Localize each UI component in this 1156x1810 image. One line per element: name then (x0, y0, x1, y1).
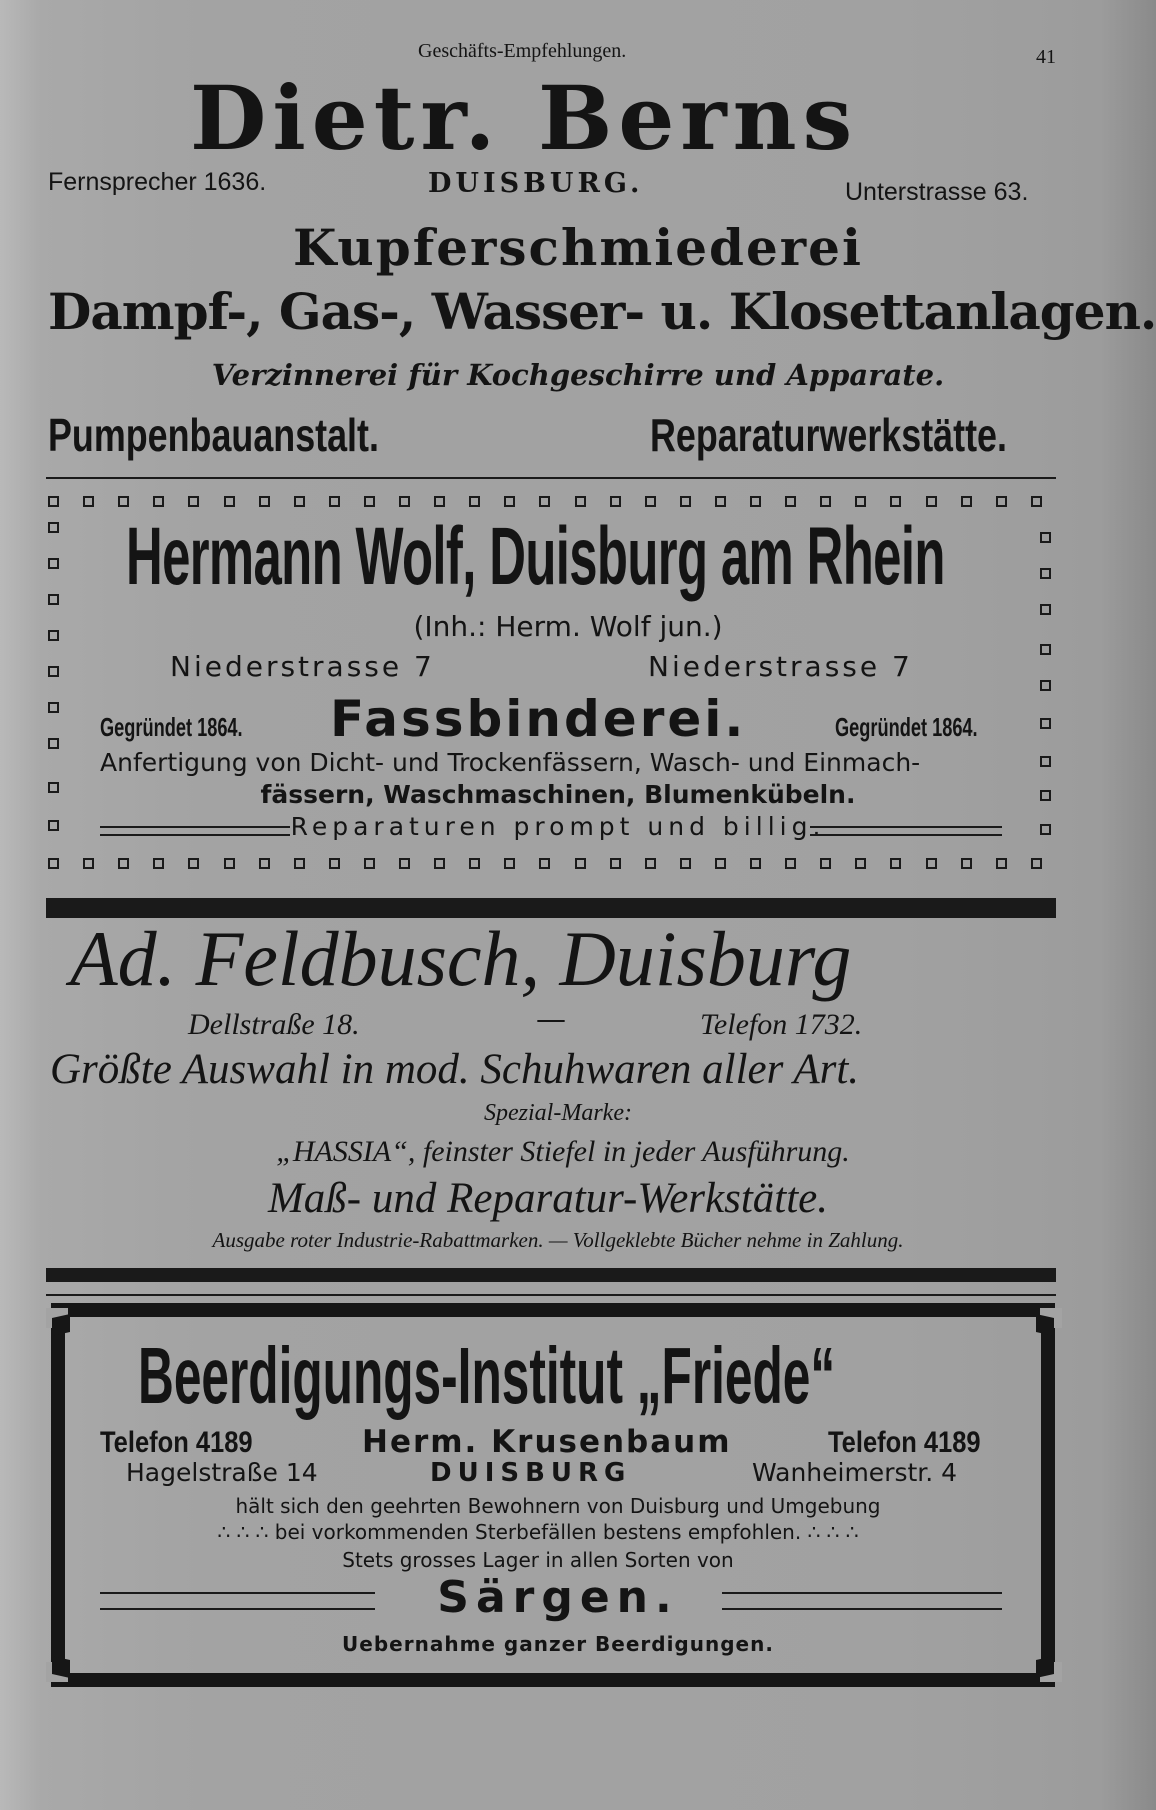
ad-friede-city: DUISBURG (430, 1458, 632, 1488)
ad-friede-owner: Herm. Krusenbaum (362, 1424, 732, 1460)
ad-berns-address: Unterstrasse 63. (845, 178, 1029, 206)
ad-wolf-trade: Fassbinderei. (330, 690, 747, 748)
ad-feldbusch-company-name: Ad. Feldbusch, Duisburg (70, 915, 852, 1002)
ad-friede-company-name-text: Beerdigungs-Institut „Friede“ (138, 1331, 836, 1420)
ad-wolf-description-line-1: Anfertigung von Dicht- und Trockenfässern, Wasch- und Einmach- (100, 748, 921, 777)
ad-wolf-owner: (Inh.: Herm. Wolf jun.) (413, 610, 723, 643)
ad-friede-double-rule-right (722, 1592, 1002, 1610)
ad-feldbusch-claim: Größte Auswahl in mod. Schuhwaren aller Art. (50, 1046, 860, 1093)
ad-wolf-repair-note: Reparaturen prompt und billig. (290, 812, 826, 841)
ad-feldbusch-brand: „HASSIA“, feinster Stiefel in jeder Ausführung. (276, 1135, 850, 1168)
ad-berns-phone: Fernsprecher 1636. (48, 168, 267, 196)
ad-wolf-street-left: Niederstrasse 7 (170, 650, 435, 683)
ad-friede-street-right: Wanheimerstr. 4 (752, 1458, 958, 1487)
ad-berns-city: DUISBURG. (428, 168, 644, 199)
ad-feldbusch-workshop: Maß- und Reparatur-Werkstätte. (267, 1175, 829, 1222)
ad-berns-tinning: Verzinnerei für Kochgeschirre und Apparate. (211, 358, 945, 392)
ad-friede-street-left: Hagelstraße 14 (126, 1458, 318, 1487)
ad-friede-text-line-3: Stets grosses Lager in allen Sorten von (342, 1548, 734, 1572)
ad-feldbusch-address: Dellstraße 18. (188, 1008, 360, 1041)
ad-friede-company-name (138, 1330, 1156, 1422)
ad-berns-trade: Kupferschmiederei (293, 218, 863, 277)
ad-friede-text-line-1: hält sich den geehrten Bewohnern von Duisburg und Umgebung (235, 1494, 881, 1518)
ad-berns-repair-label: Reparaturwerkstätte. (650, 409, 1007, 461)
ad-feldbusch-dash: — (536, 1002, 566, 1037)
ad-berns-company-name: Dietr. Berns (190, 66, 859, 170)
ad-feldbusch-footer: Ausgabe roter Industrie-Rabattmarken. — Vollgeklebte Bücher nehme in Zahlung. (212, 1228, 904, 1252)
ad-feldbusch-special-label: Spezial-Marke: (484, 1100, 632, 1126)
ad-friede-product: Särgen. (437, 1572, 679, 1623)
ad-wolf-founded-left-text: Gegründet 1864. (100, 712, 243, 742)
ad-wolf-street-right: Niederstrasse 7 (648, 650, 913, 683)
ad-berns-services: Dampf-, Gas-, Wasser- u. Klosettanlagen. (48, 282, 1156, 341)
ad-friede-phone-left (100, 1426, 280, 1460)
page-header-title: Geschäfts-Empfehlungen. (418, 40, 627, 62)
ad-friede-phone-right (828, 1426, 1008, 1460)
ad-friede-service: Uebernahme ganzer Beerdigungen. (342, 1632, 774, 1656)
ad-berns-pump-label: Pumpenbauanstalt. (48, 409, 379, 461)
ad-feldbusch-phone: Telefon 1732. (700, 1008, 863, 1041)
page-number: 41 (1036, 46, 1056, 68)
ad-friede-text-line-2: ∴ ∴ ∴ bei vorkommenden Sterbefällen bestens empfohlen. ∴ ∴ ∴ (217, 1520, 859, 1544)
ad-friede-phone-right-text: Telefon 4189 (828, 1426, 981, 1459)
ad-wolf-description-line-2: fässern, Waschmaschinen, Blumenkübeln. (260, 780, 856, 809)
ad-friede-phone-left-text: Telefon 4189 (100, 1426, 253, 1459)
ad-wolf-company-name-text: Hermann Wolf, Duisburg am Rhein (126, 511, 945, 602)
ad-wolf-founded-right-text: Gegründet 1864. (835, 712, 978, 742)
